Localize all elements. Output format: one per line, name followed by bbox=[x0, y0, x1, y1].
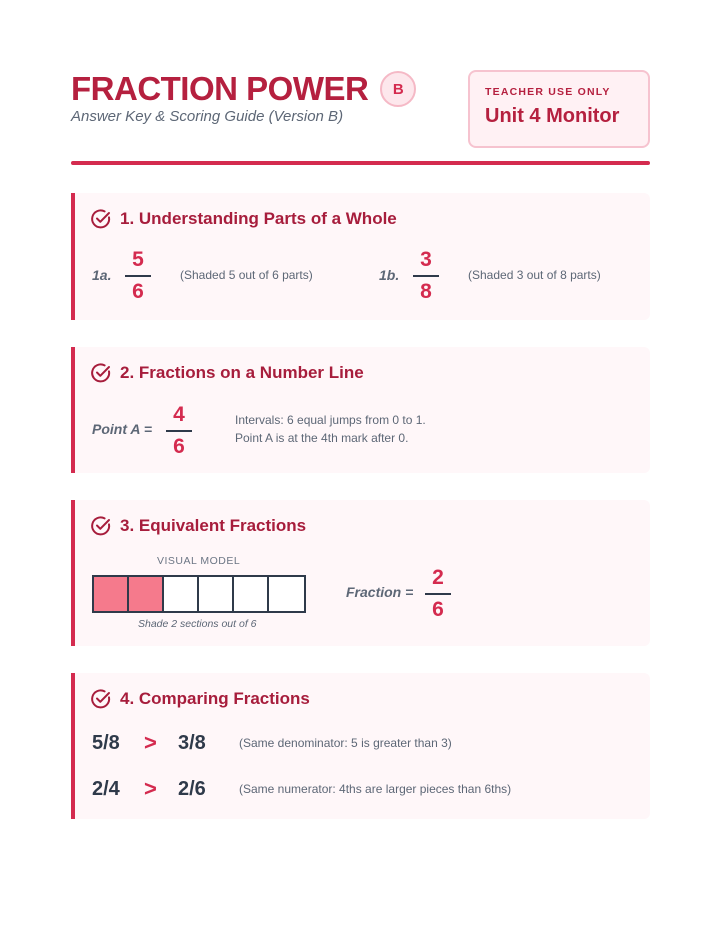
point-a-fraction bbox=[166, 402, 192, 460]
fraction-denominator: 6 bbox=[432, 598, 444, 621]
model-cell-empty bbox=[199, 577, 234, 611]
number-line-note: Intervals: 6 equal jumps from 0 to 1. bbox=[235, 413, 426, 427]
check-circle-icon bbox=[90, 208, 112, 230]
model-cell-shaded bbox=[94, 577, 129, 611]
title-row bbox=[71, 70, 416, 108]
teacher-use-label: TEACHER USE ONLY bbox=[485, 86, 611, 98]
fraction-bar bbox=[413, 275, 439, 277]
comparison-note: (Same denominator: 5 is greater than 3) bbox=[239, 736, 452, 750]
check-circle-icon bbox=[90, 515, 112, 537]
answer-fraction-1b bbox=[413, 247, 439, 305]
fraction-bar bbox=[425, 593, 451, 595]
section-comparing-fractions bbox=[71, 673, 650, 819]
fraction-numerator: 5 bbox=[132, 248, 144, 271]
unit-title: Unit 4 Monitor bbox=[485, 105, 620, 127]
page-subtitle: Answer Key & Scoring Guide (Version B) bbox=[71, 108, 344, 125]
fraction-denominator: 6 bbox=[173, 435, 185, 458]
page-header bbox=[71, 70, 650, 166]
section-heading bbox=[90, 362, 364, 384]
comparison-operator: > bbox=[144, 730, 157, 755]
comparison-note: (Same numerator: 4ths are larger pieces than 6ths) bbox=[239, 782, 512, 796]
comparison-right: 3/8 bbox=[178, 731, 206, 754]
comparison-row bbox=[92, 776, 511, 802]
fraction-numerator: 4 bbox=[173, 403, 185, 426]
section-number-line bbox=[71, 347, 650, 473]
model-cell-shaded bbox=[129, 577, 164, 611]
check-circle-icon bbox=[90, 362, 112, 384]
fraction-denominator: 8 bbox=[420, 280, 432, 303]
fraction-denominator: 6 bbox=[132, 280, 144, 303]
page-title: FRACTION POWER bbox=[71, 70, 369, 107]
section-title: 1. Understanding Parts of a Whole bbox=[120, 209, 397, 228]
header-divider bbox=[71, 161, 650, 165]
comparison-left: 2/4 bbox=[92, 777, 120, 800]
item-note-1a: (Shaded 5 out of 6 parts) bbox=[180, 268, 313, 282]
section-title: 3. Equivalent Fractions bbox=[120, 516, 307, 535]
comparison-right: 2/6 bbox=[178, 777, 206, 800]
section-heading bbox=[90, 208, 397, 230]
model-cell-empty bbox=[164, 577, 199, 611]
comparison-operator: > bbox=[144, 776, 157, 801]
section-heading bbox=[90, 688, 310, 710]
fraction-numerator: 3 bbox=[420, 248, 432, 271]
item-label-1a: 1a. bbox=[92, 267, 112, 283]
item-label-1b: 1b. bbox=[379, 267, 400, 283]
point-a-label: Point A = bbox=[92, 421, 153, 437]
equivalent-fraction bbox=[425, 565, 451, 623]
fraction-bar bbox=[166, 430, 192, 432]
model-cell-empty bbox=[269, 577, 304, 611]
visual-model-bar bbox=[92, 575, 306, 613]
section-parts-of-whole bbox=[71, 193, 650, 320]
answer-fraction-1a bbox=[125, 247, 151, 305]
section-title: 2. Fractions on a Number Line bbox=[120, 363, 364, 382]
number-line-note: Point A is at the 4th mark after 0. bbox=[235, 431, 409, 445]
teacher-use-box bbox=[468, 70, 650, 148]
item-note-1b: (Shaded 3 out of 8 parts) bbox=[468, 268, 601, 282]
fraction-numerator: 2 bbox=[432, 566, 444, 589]
section-title: 4. Comparing Fractions bbox=[120, 689, 310, 708]
comparison-row bbox=[92, 730, 452, 756]
fraction-bar bbox=[125, 275, 151, 277]
section-equivalent-fractions bbox=[71, 500, 650, 646]
visual-model-label: VISUAL MODEL bbox=[157, 555, 241, 567]
model-cell-empty bbox=[234, 577, 269, 611]
version-badge: B bbox=[380, 71, 416, 107]
check-circle-icon bbox=[90, 688, 112, 710]
comparison-left: 5/8 bbox=[92, 731, 120, 754]
fraction-label: Fraction = bbox=[346, 584, 414, 600]
visual-model-caption: Shade 2 sections out of 6 bbox=[138, 618, 257, 630]
section-heading bbox=[90, 515, 306, 537]
